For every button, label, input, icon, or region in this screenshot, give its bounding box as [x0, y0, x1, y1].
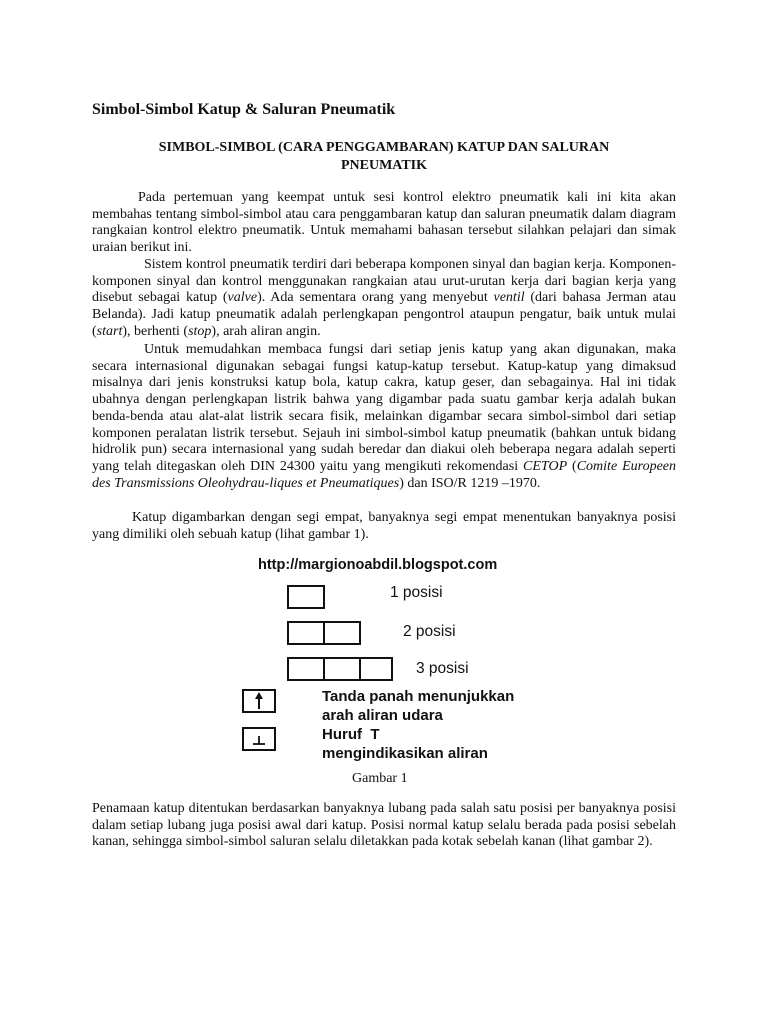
t-desc-line-1: Huruf T	[322, 726, 380, 743]
p2-text-a: Sistem kontrol pneumatik terdiri dari beberapa komponen sinyal dan bagian kerja. Komponen-komponen sinyal dan kontrol menggunakan rangkaian atau urut-urutan kerja dari bagian kerja yang disebut sebagai katup (	[92, 257, 676, 306]
p3-text-a: Untuk memudahkan membaca fungsi dari setiap jenis katup yang akan digunakan, maka secara internasional digunakan sebagai fungsi katup-katup tersebut. Katup-katup yang dimaksud misalnya dari jenis konstruksi katup bola, katup cakra, katup geser, dan sebagainya. Hal ini tidak ubahnya dengan perlengkapan listrik bahwa yang digambar pada suatu gambar kerja adalah bukan benda-benda atau alat-alat listrik secara fisik, melainkan digambar secara simbol-simbol dari setiap komponen peralatan listrik tersebut. Sejauh ini simbol-simbol katup pneumatik (bahkan untuk bidang hidrolik pun) secara internasional yang sudah beredar dan diakui oleh beberapa negara adalah seperti yang telah ditegaskan oleh DIN 24300 yaitu yang mengikuti rekomendasi	[92, 342, 676, 474]
valve-1-position-box	[287, 585, 325, 609]
p3-text-c: ) dan ISO/R 1219 –1970.	[399, 475, 541, 491]
title-line-2: PNEUMATIK	[340, 158, 428, 173]
label-1-posisi: 1 posisi	[390, 584, 443, 601]
p2-start: start	[96, 323, 123, 339]
paragraph-system	[92, 257, 676, 341]
arrow-symbol-icon	[242, 689, 276, 713]
label-3-posisi: 3 posisi	[416, 660, 469, 677]
arrow-desc-line-1: Tanda panah menunjukkan	[322, 688, 515, 705]
valve-2-position-box-a	[287, 621, 325, 645]
document-title	[92, 139, 676, 175]
arrow-symbol-description	[322, 687, 514, 725]
paragraph-intro: Pada pertemuan yang keempat untuk sesi kontrol elektro pneumatik kali ini kita akan membahas tentang simbol-simbol atau cara penggambaran katup dan saluran pneumatik dalam diagram rangkaian kontrol elektro pneumatik. Untuk memahami bahasan tersebut silahkan pelajari dan simak uraian berikut ini.	[92, 190, 676, 256]
t-symbol-description	[322, 725, 488, 763]
p2-text-e: ), arah aliran angin.	[211, 323, 321, 339]
label-2-posisi: 2 posisi	[403, 623, 456, 640]
p3-comite: Comite Europeen des Transmissions Oleohydrau-liques et Pneumatiques	[92, 458, 676, 491]
figure-caption: Gambar 1	[352, 771, 408, 786]
p2-stop: stop	[188, 323, 212, 339]
arrow-desc-line-2: arah aliran udara	[322, 707, 443, 724]
paragraph-standards	[92, 342, 676, 492]
p2-text-c: (dari bahasa Jerman atau Belanda). Jadi katup pneumatik adalah perlengkapan pengontrol ataupun pengatur, baik untuk mulai (	[92, 290, 676, 339]
p2-text-d: ), berhenti (	[122, 323, 189, 339]
valve-2-position-box-b	[323, 621, 361, 645]
valve-3-position-box-a	[287, 657, 325, 681]
p2-valve: valve	[227, 290, 258, 306]
page-heading: Simbol-Simbol Katup & Saluran Pneumatik	[92, 101, 396, 118]
p2-ventil: ventil	[493, 290, 525, 306]
t-desc-line-2: mengindikasikan aliran	[322, 745, 488, 762]
figure-url: http://margionoabdil.blogspot.com	[258, 557, 498, 573]
p3-cetop: CETOP	[523, 458, 568, 474]
title-line-1: SIMBOL-SIMBOL (CARA PENGGAMBARAN) KATUP DAN SALURAN	[158, 140, 610, 155]
p2-text-b: ). Ada sementara orang yang menyebut	[257, 290, 494, 306]
paragraph-naming: Penamaan katup ditentukan berdasarkan banyaknya lubang pada salah satu posisi per banyaknya posisi dalam setiap lubang juga posisi awal dari katup. Posisi normal katup selalu berada pada posisi sebelah kanan, sehingga simbol-simbol saluran selalu diletakkan pada kotak sebelah kanan (lihat gambar 2).	[92, 801, 676, 850]
valve-3-position-box-c	[359, 657, 393, 681]
valve-3-position-box-b	[323, 657, 361, 681]
p3-text-b: (	[567, 458, 577, 474]
paragraph-valve-box: Katup digambarkan dengan segi empat, banyaknya segi empat menentukan banyaknya posisi yang dimiliki oleh sebuah katup (lihat gambar 1).	[92, 510, 676, 542]
t-symbol-icon	[242, 727, 276, 751]
